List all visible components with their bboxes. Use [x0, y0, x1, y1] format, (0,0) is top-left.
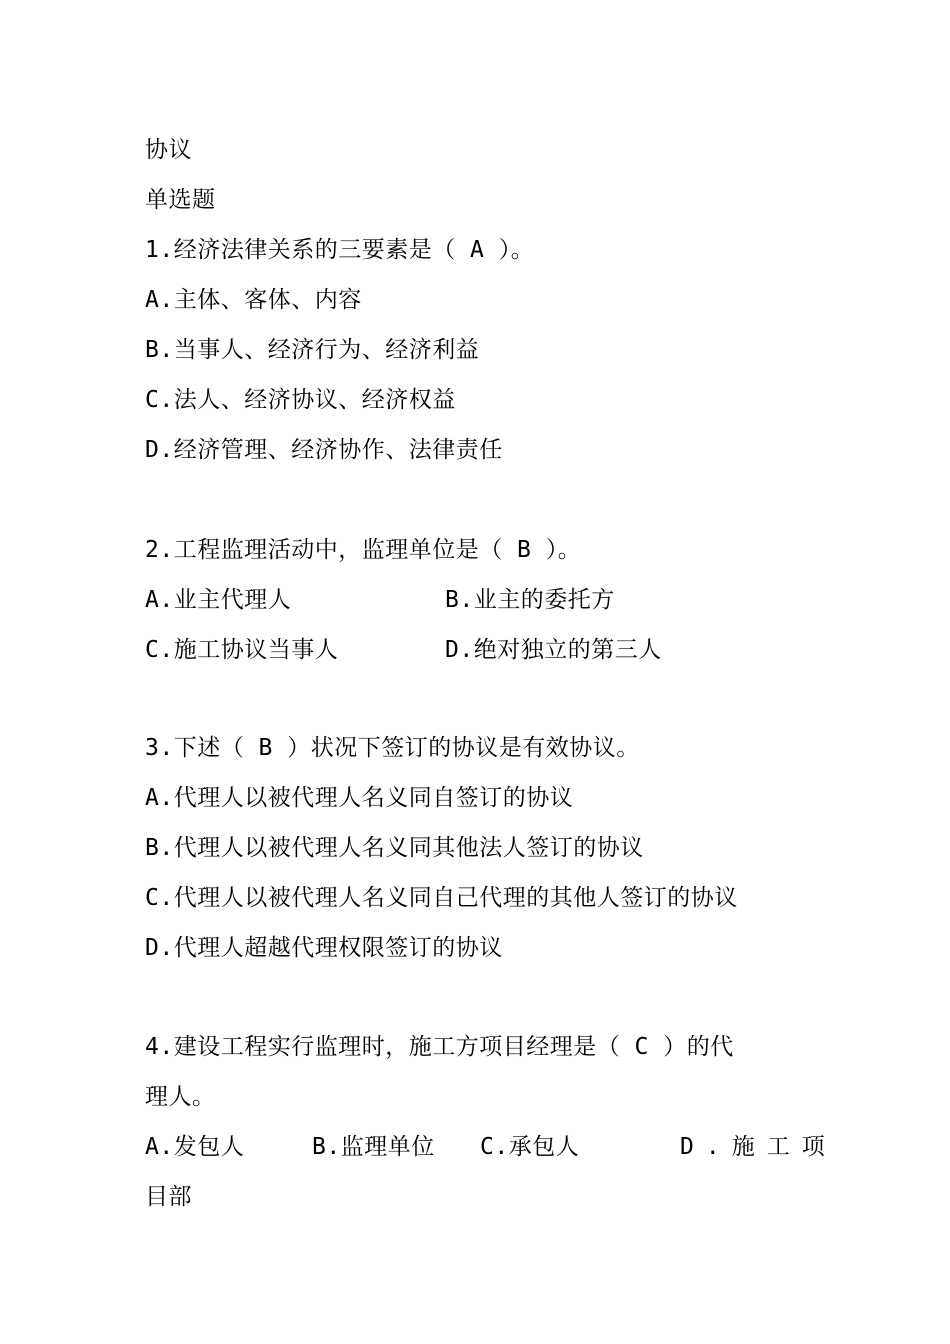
question-3-option-a: A.代理人以被代理人名义同自签订的协议 [145, 785, 574, 811]
section-heading: 单选题 [145, 187, 216, 213]
question-4-option-c: C.承包人 [480, 1134, 580, 1160]
question-1-option-a: A.主体、客体、内容 [145, 287, 362, 313]
question-2-option-a: A.业主代理人 [145, 587, 292, 613]
question-4-option-a: A.发包人 [145, 1134, 245, 1160]
question-2-stem: 2.工程监理活动中，监理单位是（ B ）。 [145, 537, 582, 563]
question-4-option-d-continued: 目部 [145, 1184, 192, 1210]
question-1-option-d: D.经济管理、经济协作、法律责任 [145, 437, 503, 463]
question-1-option-c: C.法人、经济协议、经济权益 [145, 387, 456, 413]
question-3-option-b: B.代理人以被代理人名义同其他法人签订的协议 [145, 835, 644, 861]
document-title: 协议 [145, 137, 192, 163]
question-3-option-d: D.代理人超越代理权限签订的协议 [145, 935, 503, 961]
question-2-option-d: D.绝对独立的第三人 [445, 637, 662, 663]
question-2-option-b: B.业主的委托方 [445, 587, 615, 613]
question-1-stem: 1.经济法律关系的三要素是（ A ）。 [145, 237, 535, 263]
question-2-option-c: C.施工协议当事人 [145, 637, 339, 663]
question-3-option-c: C.代理人以被代理人名义同自己代理的其他人签订的协议 [145, 885, 738, 911]
question-3-stem: 3.下述（ B ）状况下签订的协议是有效协议。 [145, 735, 640, 761]
question-4-stem-continued: 理人。 [145, 1084, 216, 1110]
question-4-stem: 4.建设工程实行监理时，施工方项目经理是（ C ）的代 [145, 1034, 734, 1060]
question-4-option-d: D.施工项 [680, 1134, 837, 1160]
question-1-option-b: B.当事人、经济行为、经济利益 [145, 337, 480, 363]
question-4-option-b: B.监理单位 [312, 1134, 435, 1160]
